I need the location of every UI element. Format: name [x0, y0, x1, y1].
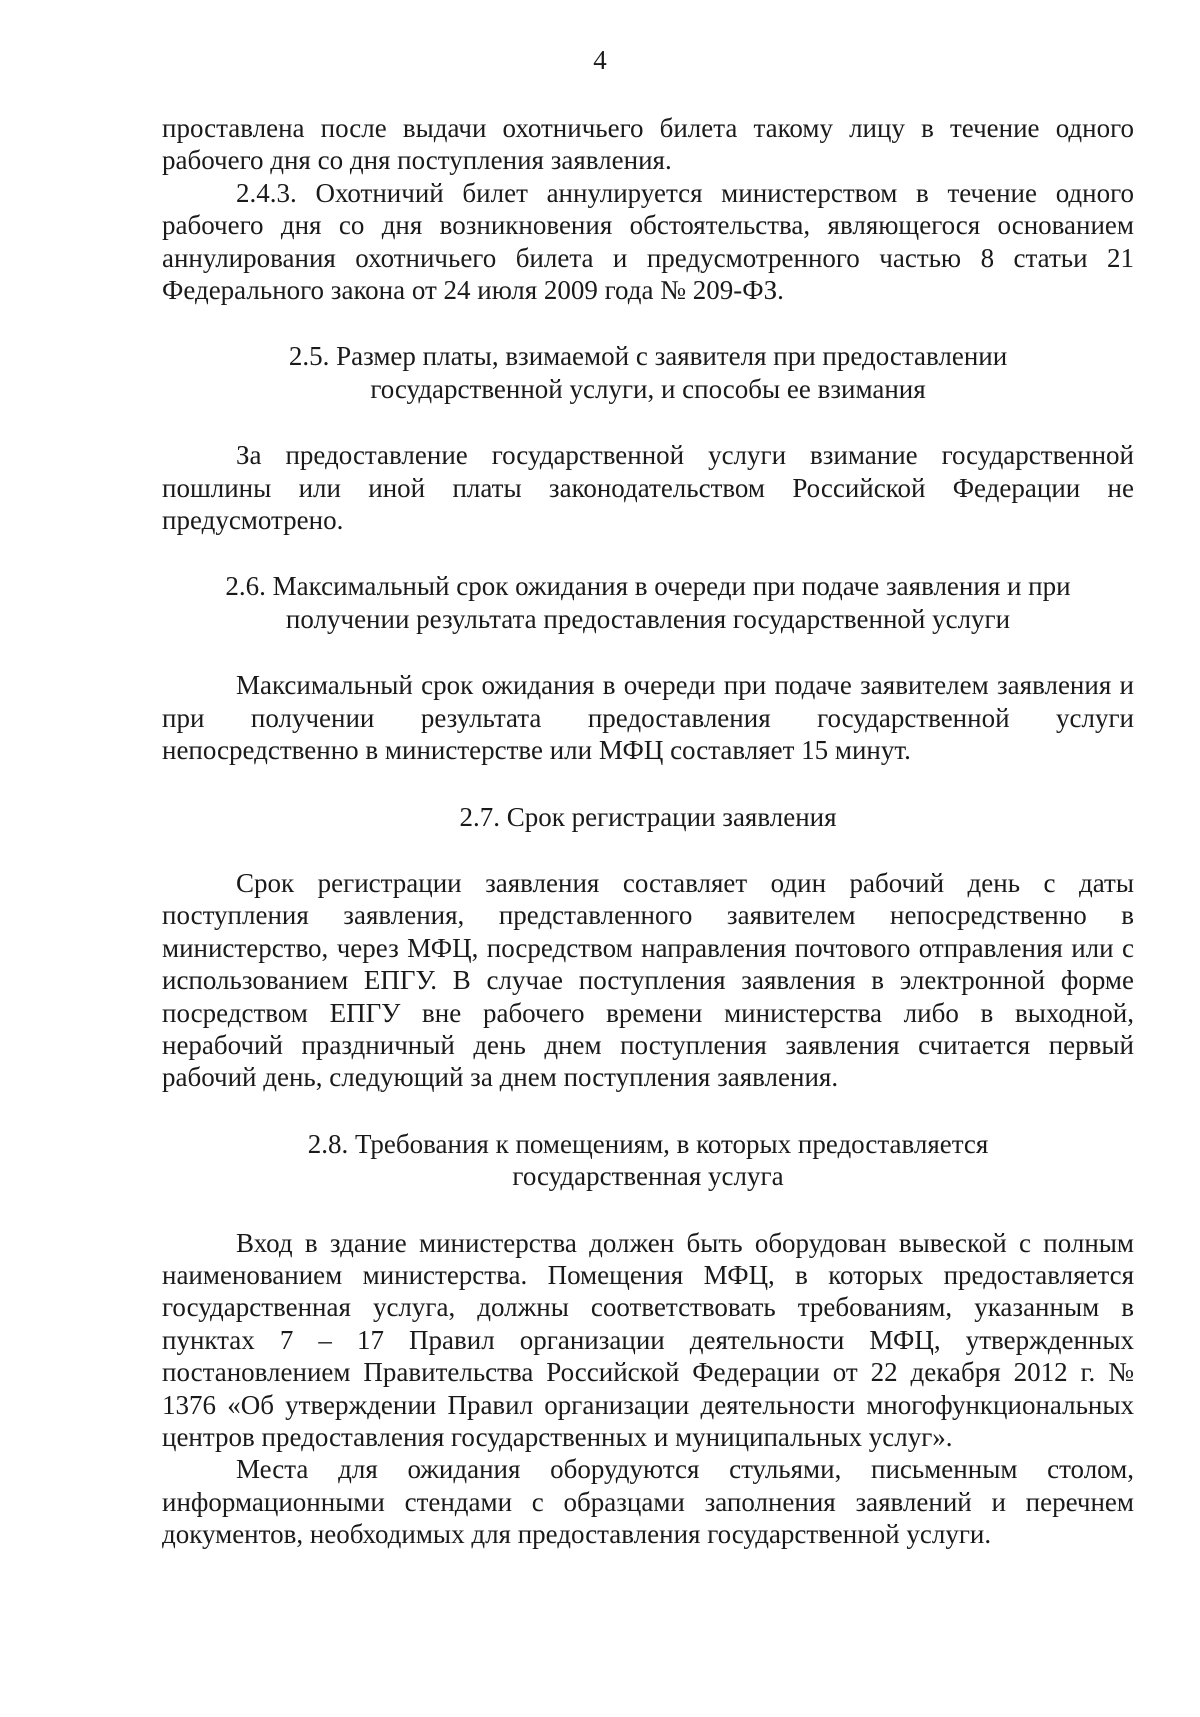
paragraph-2-7: Срок регистрации заявления составляет один рабочий день с даты поступления заявления, представленного заявителем непосредственно в министерство, через МФЦ, посредством направления почтового отправления или с использованием ЕПГУ. В случае поступления заявления в электронной форме посредством ЕПГУ вне рабочего времени министерства либо в выходной, нерабочий праздничный день днем поступления заявления считается первый рабочий день, следующий за днем поступления заявления.: [162, 867, 1134, 1093]
section-heading-2-8: [162, 1128, 1134, 1193]
paragraph-2-4-3: 2.4.3. Охотничий билет аннулируется министерством в течение одного рабочего дня со дня возникновения обстоятельства, являющегося основанием аннулирования охотничьего билета и предусмотренного частью 8 статьи 21 Федерального закона от 24 июля 2009 года № 209-ФЗ.: [162, 177, 1134, 306]
section-heading-2-7-line-1: 2.7. Срок регистрации заявления: [459, 801, 837, 832]
paragraph-2-6: Максимальный срок ожидания в очереди при подаче заявителем заявления и при получении результата предоставления государственной услуги непосредственно в министерстве или МФЦ составляет 15 минут.: [162, 670, 1134, 766]
document-body: [162, 112, 1134, 1551]
section-heading-2-7: [162, 801, 1134, 833]
page-number: 4: [593, 45, 607, 75]
section-heading-2-8-line-1: 2.8. Требования к помещениям, в которых предоставляется: [307, 1128, 989, 1159]
paragraph-2-5: За предоставление государственной услуги взимание государственной пошлины или иной платы законодательством Российской Федерации не предусмотрено.: [162, 440, 1134, 536]
paragraph-2-8-a: Вход в здание министерства должен быть оборудован вывеской с полным наименованием министерства. Помещения МФЦ, в которых предоставляется государственная услуга, должны соответствовать требованиям, указанным в пунктах 7 – 17 Правил организации деятельности МФЦ, утвержденных постановлением Правительства Российской Федерации от 22 декабря 2012 г. № 1376 «Об утверждении Правил организации деятельности многофункциональных центров предоставления государственных и муниципальных услуг».: [162, 1227, 1134, 1452]
paragraph-2-8-b: Места для ожидания оборудуются стульями, письменным столом, информационными стендами с образцами заполнения заявлений и перечнем документов, необходимых для предоставления государственной услуги.: [162, 1454, 1134, 1550]
section-heading-2-5: [162, 340, 1134, 405]
section-heading-2-6-line-2: получении результата предоставления государственной услуги: [285, 603, 1011, 634]
section-heading-2-5-line-1: 2.5. Размер платы, взимаемой с заявителя при предоставлении: [288, 341, 1008, 372]
section-heading-2-8-line-2: государственная услуга: [512, 1161, 784, 1192]
section-heading-2-6: [162, 570, 1134, 635]
section-heading-2-5-line-2: государственной услуги, и способы ее взимания: [370, 373, 926, 404]
paragraph-2-4-2-continuation: проставлена после выдачи охотничьего билета такому лицу в течение одного рабочего дня со дня поступления заявления.: [162, 113, 1134, 176]
section-heading-2-6-line-1: 2.6. Максимальный срок ожидания в очереди при подаче заявления и при: [225, 571, 1071, 602]
